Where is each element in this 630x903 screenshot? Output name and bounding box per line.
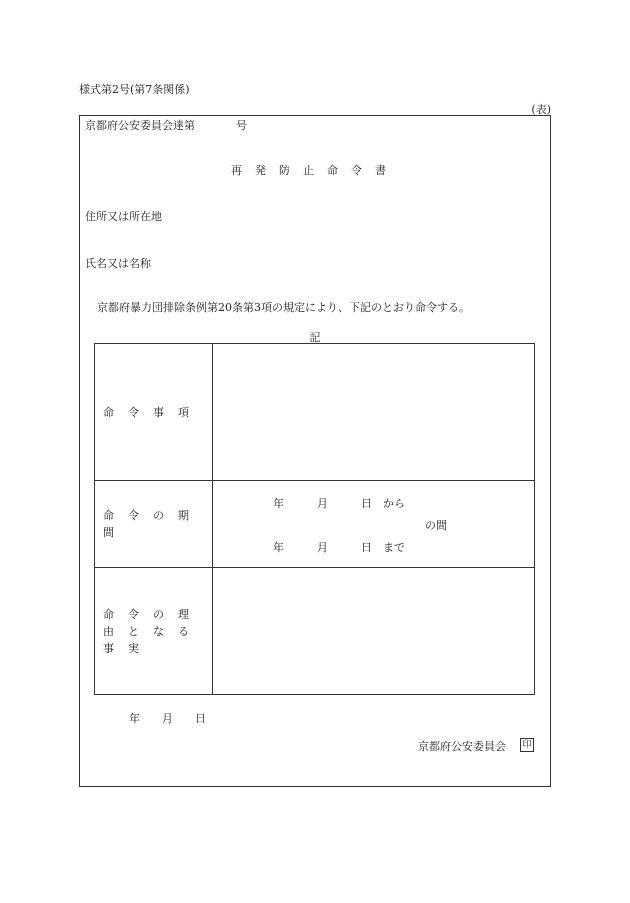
notice-number-suffix: 号 (236, 119, 247, 132)
order-items-label: 命令事項 (95, 344, 213, 481)
order-statement: 京都府暴力団排除条例第20条第3項の規定により、下記のとおり命令する。 (97, 301, 470, 314)
order-reason-value (213, 568, 535, 695)
form-number: 様式第2号(第7条関係) (79, 83, 190, 96)
address-label: 住所又は所在地 (85, 210, 162, 223)
details-table (94, 343, 535, 695)
table-row (95, 568, 535, 695)
table-row (95, 344, 535, 481)
issuing-authority: 京都府公安委員会 (418, 740, 506, 753)
seal-stamp: 印 (520, 738, 534, 752)
side-label: (表) (531, 103, 551, 116)
document-title: 再発防止命令書 (231, 164, 399, 177)
order-items-value (213, 344, 535, 481)
notice-number-label: 京都府公安委員会達第 (85, 119, 195, 132)
period-suffix: の間 (425, 519, 447, 532)
order-period-label: 命令の期間 (95, 481, 213, 568)
period-from: 年 月 日 から (273, 497, 405, 510)
issue-date: 年 月 日 (129, 712, 206, 725)
name-label: 氏名又は名称 (85, 257, 151, 270)
order-period-value (213, 481, 535, 568)
ki-label: 記 (309, 331, 321, 344)
table-row (95, 481, 535, 568)
order-reason-label: 命令の理由となる事実 (95, 568, 213, 695)
period-until: 年 月 日 まで (273, 541, 405, 554)
